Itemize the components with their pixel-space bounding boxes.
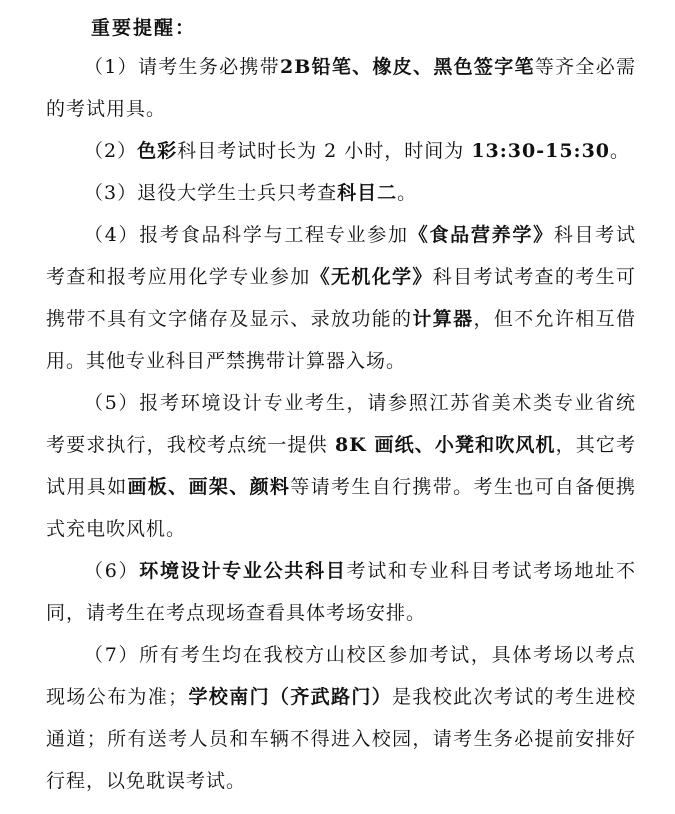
body-text: （4）报考食品科学与工程专业参加 — [84, 224, 409, 246]
body-text: 科目考试时长为 2 小时，时间为 — [177, 140, 472, 162]
emphasis-text: 画板、画架、颜料 — [127, 476, 291, 498]
body-text: 等齐全必需的考试用具。 — [46, 56, 636, 120]
emphasis-text: 《食品营养学》 — [408, 224, 554, 246]
emphasis-text: 《无机化学》 — [310, 266, 433, 288]
emphasis-text: 学校南门（齐武路门） — [188, 686, 393, 708]
emphasis-text: 2B铅笔、橡皮、黑色签字笔 — [280, 56, 535, 78]
emphasis-text: 8K 画纸、小凳和吹风机 — [334, 434, 556, 456]
body-text: 。 — [610, 140, 631, 162]
body-text: （2） — [84, 140, 138, 162]
emphasis-text: 科目二 — [337, 182, 398, 204]
notice-document — [46, 0, 636, 802]
emphasis-text: 色彩 — [137, 140, 178, 162]
body-text: 科目考试考查和报考应用化学专业参加 — [46, 224, 636, 288]
notice-items — [46, 46, 636, 802]
notice-item-2 — [46, 130, 636, 172]
notice-item-4 — [46, 214, 636, 382]
notice-title: 重要提醒： — [91, 17, 197, 39]
body-text: （1）请考生务必携带 — [84, 56, 281, 78]
notice-item-1 — [46, 46, 636, 130]
body-text: 等请考生自行携带。考生也可自备便携式充电吹风机。 — [46, 476, 636, 540]
notice-item-5 — [46, 382, 636, 550]
body-text: 考试和专业科目考试考场地址不同，请考生在考点现场查看具体考场安排。 — [46, 560, 636, 624]
emphasis-text: 计算器 — [412, 308, 474, 330]
body-text: （3）退役大学生士兵只考查 — [84, 182, 338, 204]
body-text: ，但不允许相互借用。其他专业科目严禁携带计算器入场。 — [46, 308, 636, 372]
emphasis-text: 环境设计专业公共科目 — [139, 560, 347, 582]
body-text: （5）报考环境设计专业考生，请参照江苏省美术类专业省统考要求执行，我校考点统一提供 — [46, 392, 636, 456]
body-text: 。 — [397, 182, 418, 204]
body-text: （6） — [84, 560, 140, 582]
body-text: （7）所有考生均在我校方山校区参加考试，具体考场以考点现场公布为准； — [46, 644, 636, 708]
body-text: ，其它考试用具如 — [46, 434, 636, 498]
notice-item-3 — [46, 172, 636, 214]
emphasis-text: 13:30-15:30 — [471, 140, 611, 162]
notice-item-7 — [46, 634, 636, 802]
notice-item-6 — [46, 550, 636, 634]
body-text: 科目考试考查的考生可携带不具有文字储存及显示、录放功能的 — [46, 266, 636, 330]
body-text: 是我校此次考试的考生进校通道；所有送考人员和车辆不得进入校园，请考生务必提前安排好行程，以免耽误考试。 — [46, 686, 636, 792]
